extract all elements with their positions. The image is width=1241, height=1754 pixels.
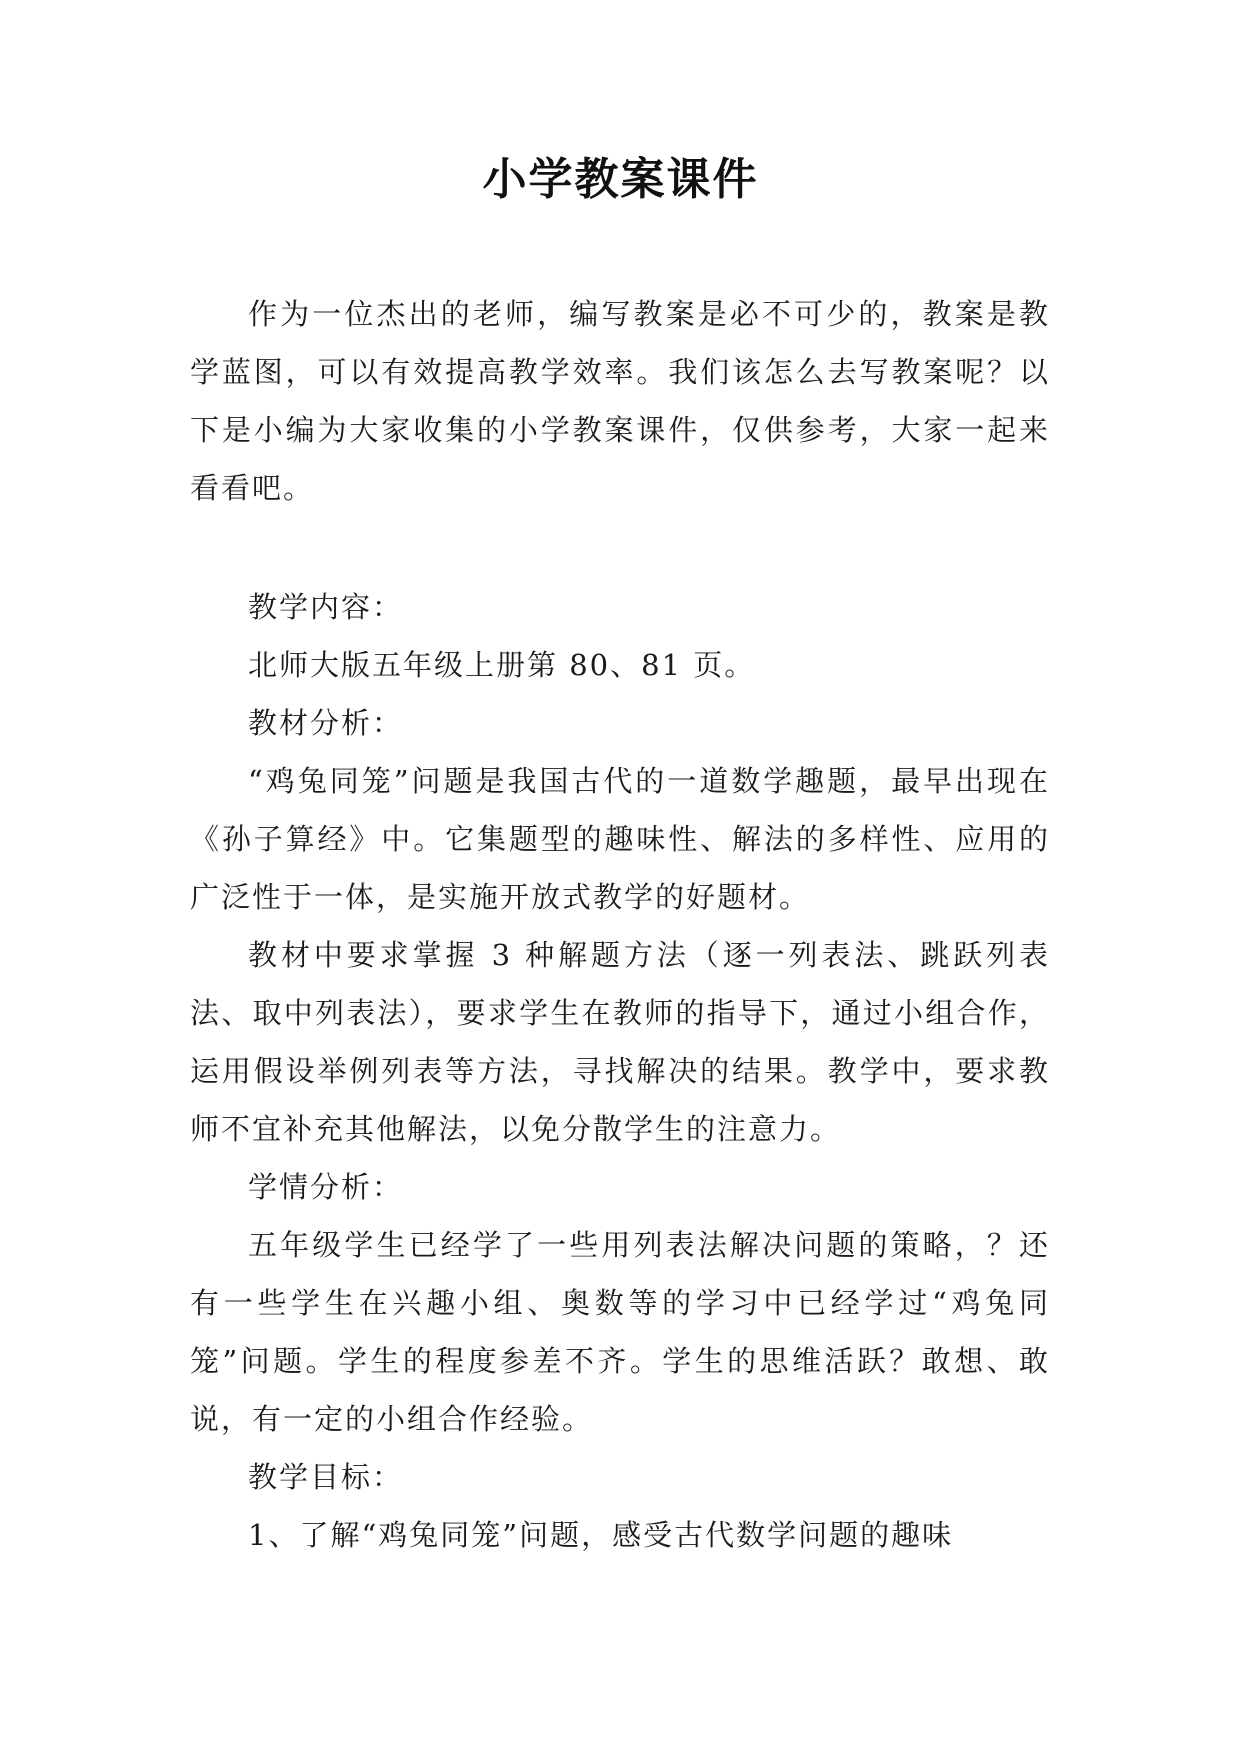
heading-student-analysis: 学情分析： <box>248 1170 404 1204</box>
paragraph-textbook-pages: 北师大版五年级上册第 80、81 页。 <box>248 648 756 682</box>
paragraph-solution-methods: 教材中要求掌握 3 种解题方法（逐一列表法、跳跃列表法、取中列表法），要求学生在教师的指导下，通过小组合作，运用假设举例列表等方法，寻找解决的结果。教学中，要求教师不宜补充其他解法，以免分散学生的注意力。 <box>190 938 1050 1146</box>
intro-section <box>190 285 1050 517</box>
heading-teaching-objectives: 教学目标： <box>248 1460 404 1494</box>
paragraph-student-analysis: 五年级学生已经学了一些用列表法解决问题的策略，？还有一些学生在兴趣小组、奥数等的学习中已经学过“鸡兔同笼”问题。学生的程度参差不齐。学生的思维活跃？敢想、敢说，有一定的小组合作经验。 <box>190 1228 1050 1436</box>
intro-paragraph: 作为一位杰出的老师，编写教案是必不可少的，教案是教学蓝图，可以有效提高教学效率。我们该怎么去写教案呢？以下是小编为大家收集的小学教案课件，仅供参考，大家一起来看看吧。 <box>190 297 1050 505</box>
heading-textbook-analysis: 教材分析： <box>248 706 404 740</box>
paragraph-objective-1: 1、了解“鸡兔同笼”问题，感受古代数学问题的趣味 <box>248 1518 954 1552</box>
paragraph-chicken-rabbit-intro: “鸡兔同笼”问题是我国古代的一道数学趣题，最早出现在《孙子算经》中。它集题型的趣味性、解法的多样性、应用的广泛性于一体，是实施开放式教学的好题材。 <box>190 764 1050 914</box>
content-section <box>190 578 1050 1564</box>
page-title: 小学教案课件 <box>482 154 759 205</box>
heading-teaching-content: 教学内容： <box>248 590 404 624</box>
